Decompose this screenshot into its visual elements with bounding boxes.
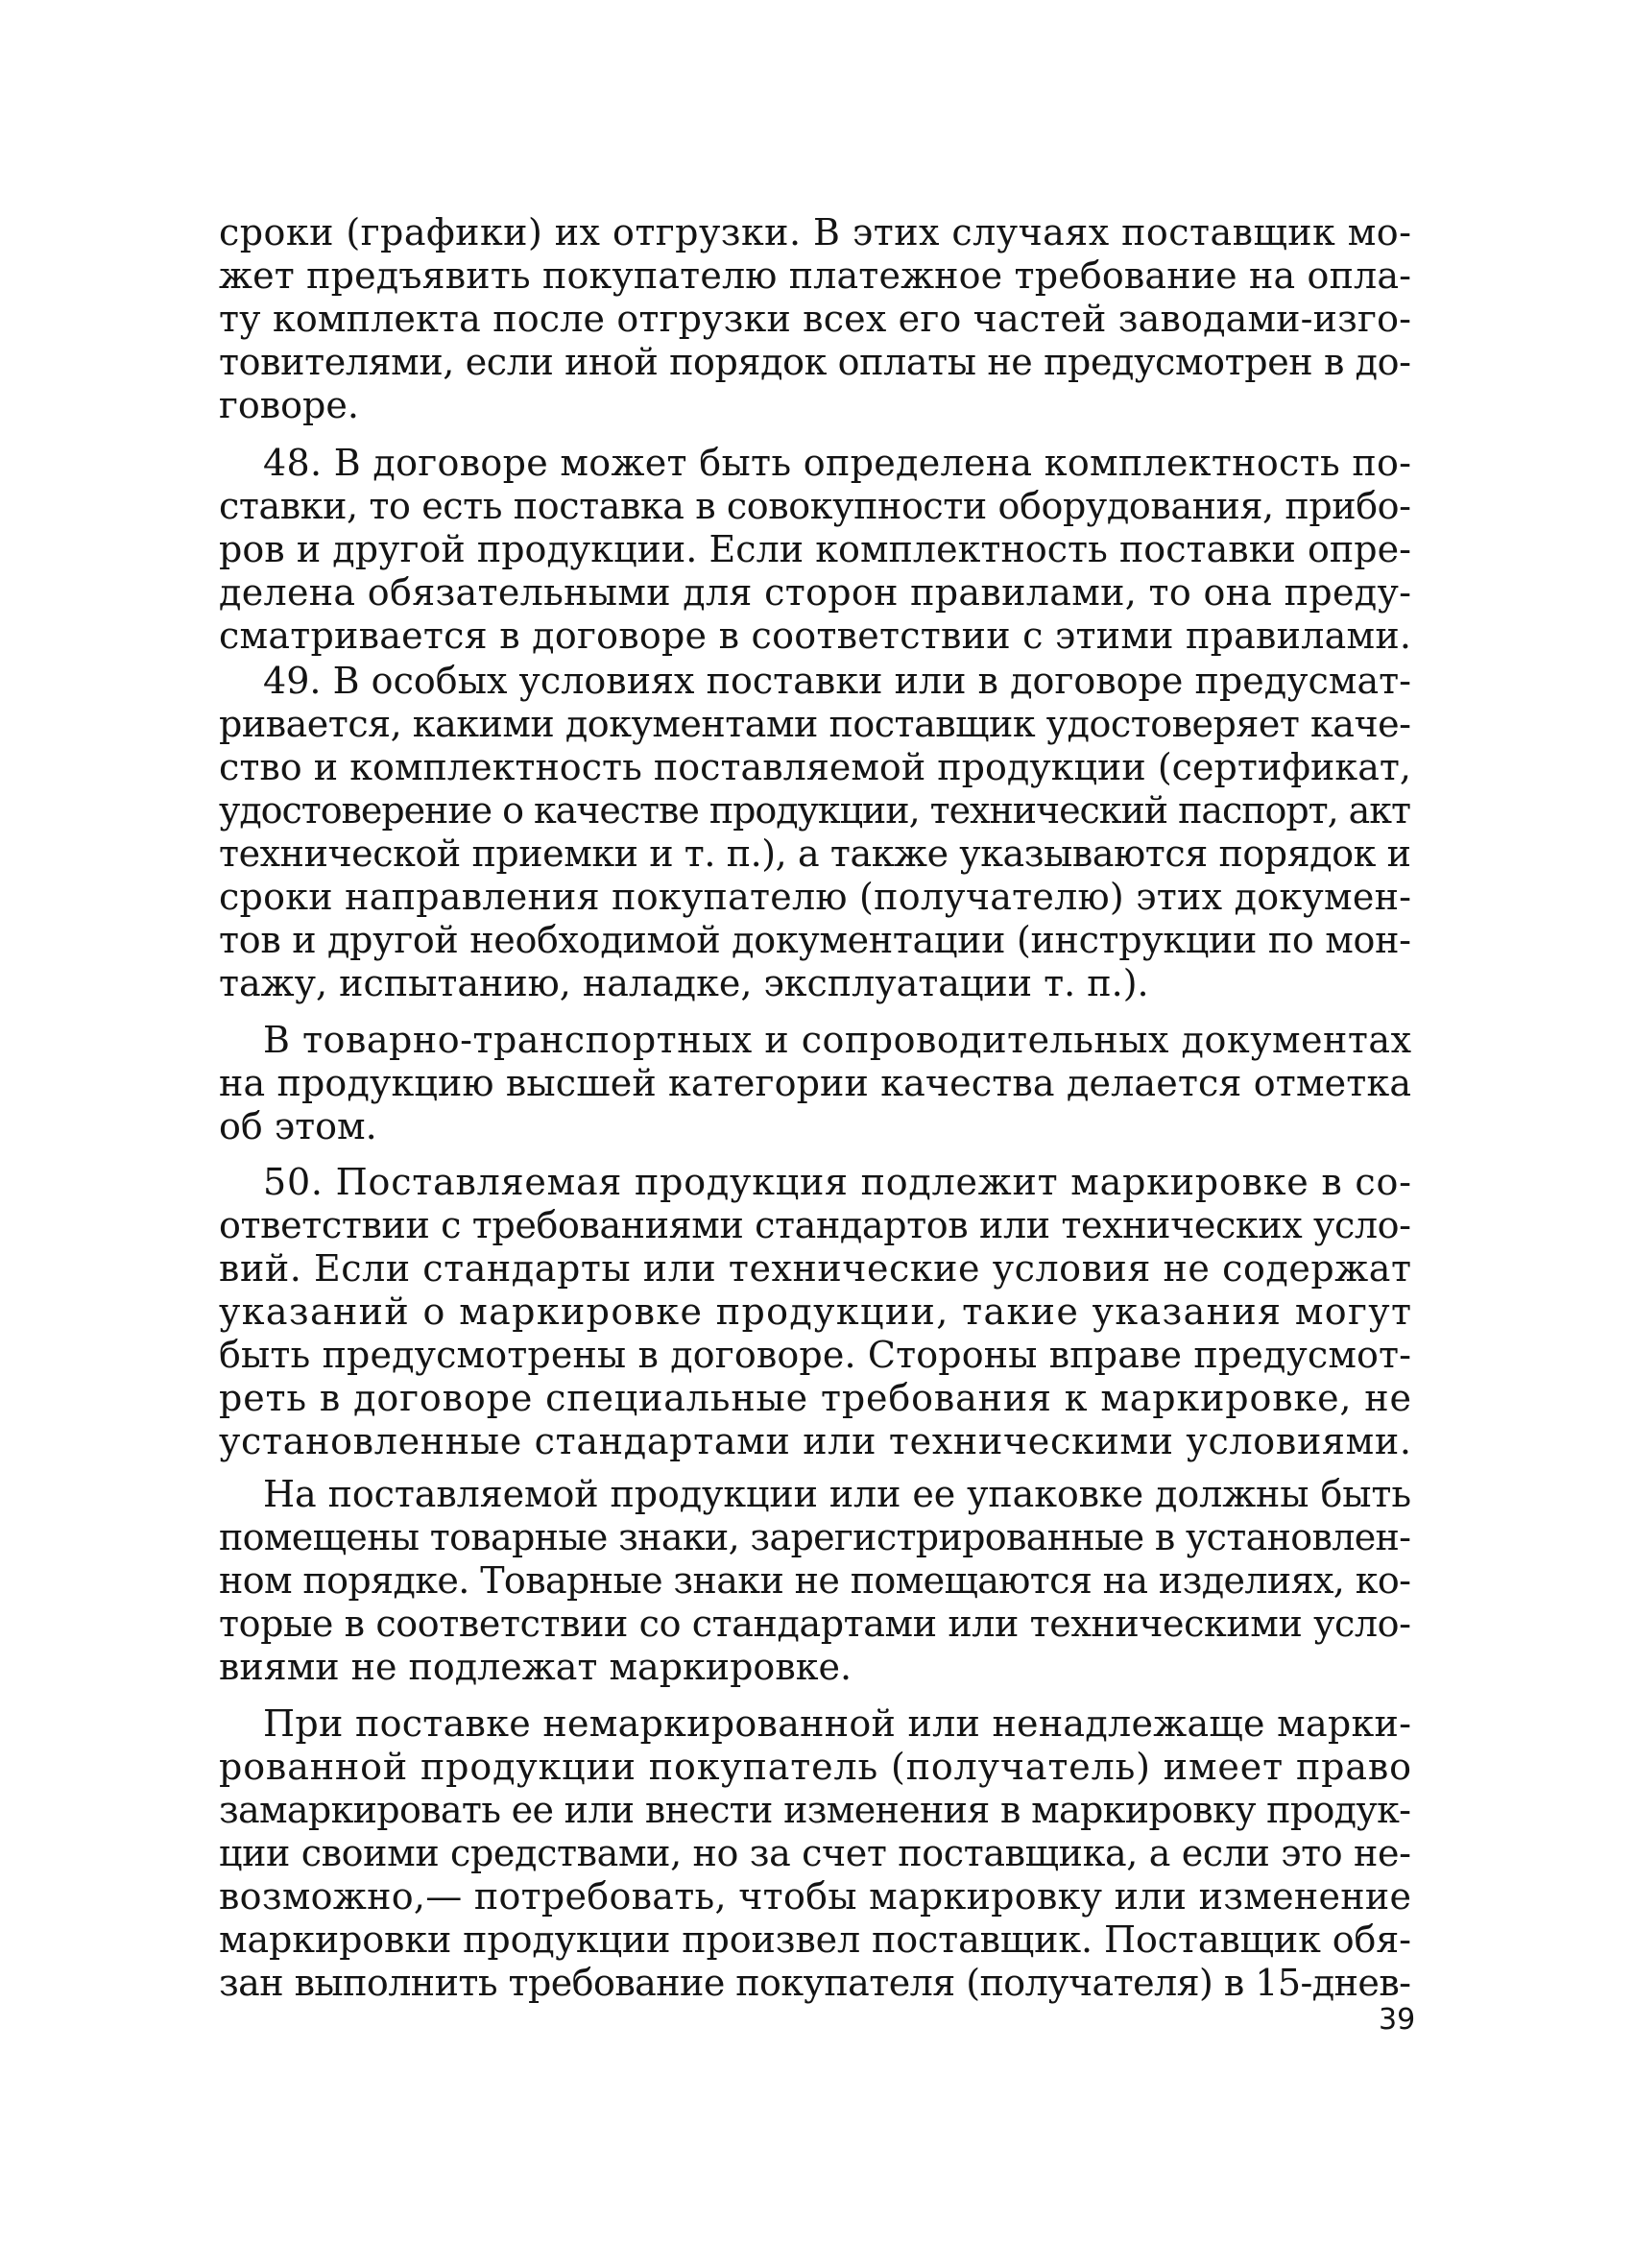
text-line: ров и другой продукции. Если комплектность поставки опре- (219, 528, 1412, 570)
text-line: жет предъявить покупателю платежное требование на опла- (219, 254, 1412, 297)
text-line: делена обязательными для сторон правилами, то она преду- (219, 571, 1412, 614)
text-line: удостоверение о качестве продукции, технический паспорт, акт (219, 789, 1410, 832)
text-line: ставки, то есть поставка в совокупности оборудования, прибо- (219, 485, 1411, 527)
text-line: установленные стандартами или техническими условиями. (219, 1420, 1412, 1462)
text-line: ции своими средствами, но за счет поставщика, а если это не- (219, 1832, 1411, 1874)
text-line: рованной продукции покупатель (получатель) имеет право (219, 1746, 1412, 1788)
text-line: торые в соответствии со стандартами или техническими усло- (219, 1603, 1411, 1645)
text-line: тажу, испытанию, наладке, эксплуатации т. п.). (219, 962, 1149, 1004)
text-line: 48. В договоре может быть определена комплектность по- (263, 442, 1412, 484)
text-line: говоре. (219, 384, 359, 426)
page-number: 39 (1379, 2003, 1416, 2037)
text-line: ство и комплектность поставляемой продукции (сертификат, (219, 746, 1412, 788)
text-line: сроки (графики) их отгрузки. В этих случаях поставщик мо- (219, 211, 1412, 253)
text-line: помещены товарные знаки, зарегистрированные в установлен- (219, 1516, 1411, 1558)
text-line: ту комплекта после отгрузки всех его частей заводами-изго- (219, 298, 1412, 340)
text-line: маркировки продукции произвел поставщик. Поставщик обя- (219, 1918, 1411, 1961)
text-line: ответствии с требованиями стандартов или технических усло- (219, 1204, 1411, 1246)
text-line: 50. Поставляемая продукция подлежит маркировке в со- (263, 1161, 1412, 1203)
text-line: замаркировать ее или внести изменения в маркировку продук- (219, 1789, 1411, 1831)
text-line: технической приемки и т. п.), а также указываются порядок и (219, 832, 1411, 875)
text-line: В товарно-транспортных и сопроводительных документах (263, 1019, 1412, 1061)
text-line: сроки направления покупателю (получателю) этих докумен- (219, 876, 1412, 918)
text-line: реть в договоре специальные требования к маркировке, не (219, 1377, 1412, 1419)
text-line: указаний о маркировке продукции, такие указания могут (219, 1291, 1413, 1333)
text-line: на продукцию высшей категории качества делается отметка (219, 1062, 1412, 1104)
text-line: На поставляемой продукции или ее упаковке должны быть (263, 1473, 1411, 1515)
text-line: возможно,— потребовать, чтобы маркировку или изменение (219, 1875, 1412, 1918)
text-line: товителями, если иной порядок оплаты не предусмотрен в до- (219, 341, 1411, 383)
text-line: быть предусмотрены в договоре. Стороны вправе предусмот- (219, 1334, 1412, 1376)
text-line: тов и другой необходимой документации (инструкции по мон- (219, 919, 1411, 961)
text-line: об этом. (219, 1105, 377, 1147)
text-line: При поставке немаркированной или ненадлежаще марки- (263, 1702, 1412, 1745)
text-line: сматривается в договоре в соответствии с этими правилами. (219, 615, 1412, 657)
text-line: зан выполнить требование покупателя (получателя) в 15-днев- (219, 1962, 1411, 2004)
text-line: вий. Если стандарты или технические условия не содержат (219, 1247, 1412, 1290)
text-line: 49. В особых условиях поставки или в договоре предусмат- (263, 660, 1412, 702)
text-line: ном порядке. Товарные знаки не помещаются на изделиях, ко- (219, 1559, 1411, 1602)
text-line: ривается, какими документами поставщик удостоверяет каче- (219, 703, 1411, 745)
text-line: виями не подлежат маркировке. (219, 1646, 853, 1688)
